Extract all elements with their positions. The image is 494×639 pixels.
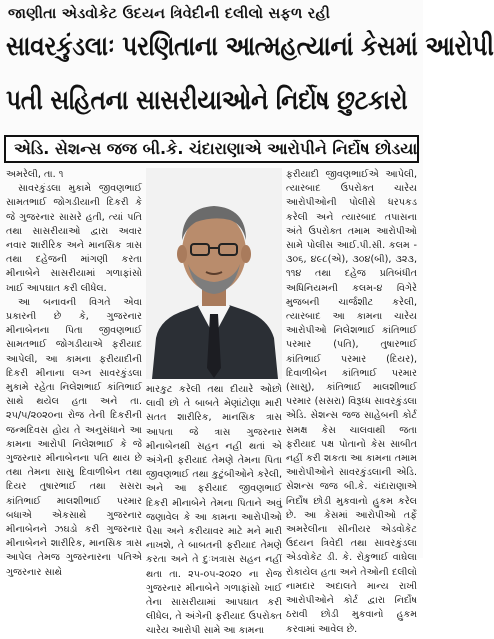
portrait-photo-icon [146, 168, 282, 379]
right-ear [241, 245, 251, 263]
article-column-2 [146, 383, 282, 637]
left-ear [177, 245, 187, 263]
article-column-1 [6, 168, 142, 578]
paragraph: ફરીયાદી જીવણભાઈએ આપેલી, ત્યારબાદ ઉપરોક્ત ચારેય આરોપીઓની પોલીસે ધરપકડ કરેલી અને ત્યારબાદ તપાસના અંતે ઉપરોક્ત તમામ આરોપીઓ સામે પોલીસ આઈ.પી.સી. કલમ - ૩૦૬, ૪૯૮(એ), ૩૦૪(બી), ૩૨૩, ૧૧૪ તથા દહેજ પ્રતિબંધીત અધિનિયમની કલમ-૪ વિગેરે મુજબની ચાર્જશીટ કરેલી, ત્યારબાદ આ કામના ચારેય આરોપીઓ નિલેશભાઈ કાંતિભાઈ પરમાર (પતિ), તુષારભાઈ કાંતિભાઈ પરમાર (દિયર), દિવાળીબેન કાંતિભાઈ પરમાર (સાસુ), કાંતિભાઈ માલશીભાઈ પરમાર (સસરા) વિરૂધ્ધ સાવરકુંડલા એડિ. સેશન્સ જજ સાહેબની કોર્ટ સમક્ષ કેસ ચાલવાથી જતા ફરીયાદ પક્ષ પોતાનો કેસ સાબીત નહીં કરી શકતા આ કામના તમામ આરોપીઓને સાવરકુંડલાની એડિ. સેશન્સ જજ બી.કે. ચંદારાણાએ નિર્દોષ છોડી મુકવાનો હુકમ કરેલ છે. આ કેસમાં આરોપીઓ તર્ફે અમરેલીના સીનીયર એડવોકેટ ઉદયન ત્રિવેદી તથા સાવરકુંડલા એડવોકેટ ડી. કે. રોકુભાઈ વાઘેલા રોકાયેલ હતા અને તેઓની દલીલો નામદાર અદાલતે માન્ય રાખી આરોપીઓને કોર્ટ દ્વારા નિર્દોષ ઠરાવી છોડી મુકવાનો હુકમ કરવામાં આવેલ છે. [286, 169, 417, 635]
lawyer-portrait-photo [146, 168, 282, 379]
headline-line-1: સાવરકુંડલાઃ પરણિતાના આત્મહત્યાનાં કેસમાં આરોપી [6, 31, 494, 62]
dateline: અમરેલી, તા. ૧ [6, 169, 64, 180]
subheadline-box: એડિ. સેશન્સ જજ બી.કે. ચંદારાણાએ આરોપીને નિર્દોષ છોડયા [4, 135, 419, 163]
article-column-3 [286, 168, 417, 635]
paragraph: સાવરકુંડલા મુકામે જીવણભાઈ સામતભાઈ જોગડીયાની દિકરી કે જે ગુજરનાર સાસરે હતી, ત્યાં પતિ તથા સાસરીયાઓ દ્વારા અવાર નવાર શારીરિક અને માનસિક ત્રાસ તથા દહેજની માંગણી કરતા મીનાબેને સાસરીયામાં ગળાફાંસો ખાઈ આપઘાત કરી લીધેલ. [6, 183, 142, 294]
kicker-line: જાણીતા એડવોકેટ ઉદયન ત્રિવેદીની દલીલો સફળ રહી [8, 6, 331, 22]
headline-line-2: પતી સહિતના સાસરીયાઓને નિર્દોષ છુટકારો [6, 85, 408, 116]
paragraph: આ બનાવની વિગતે એવા પ્રકારની છે કે, ગુજરનાર મીનાબેનના પિતા જીવણભાઈ સામતભાઈ જોગડીયાએ ફરીયાદ આપેલી, આ કામના ફરીયાદીની દિકરી મીનાના લગ્ન સાવરકુંડલા મુકામે રહેતા નિલેશભાઈ કાંતિભાઈ સાથે થયેલ હતા અને તા. ૨૫/૫/૨૦૨૦ના રોજ તેની દિકરીની જન્મદિવસ હોય તે અનુસંધાને આ કામના આરોપી નિલેશભાઈ કે જે ગુજરનાર મીનાબેનના પતિ થાય છે તથા તેમના સાસુ દિવાળીબેન તથા દિયર તુષારભાઈ તથા સસરા કાંતિભાઈ માલશીભાઈ પરમાર બધાએ એકસાથે ગુજરનાર મીનાબેનને ઝઘડો કરી ગુજરનાર મીનાબેનને શારીરિક, માનસિક ત્રાસ આપેલ તેમજ ગુજરનારના પતિએ ગુજરનાર સાથે [6, 296, 142, 578]
paragraph: મારકુટ કરેલી તથા દીયારે ઓછો લાવી છો તે બાબતે મેણાંટોણા મારી સતત શારીરિક, માનસિક ત્રાસ આપતા જે ત્રાસ ગુજરનાર મીનાબેનથી સહન નહી થતાં એ અંગેની ફરીયાદ તેમણે તેમના પિતા જીવણભાઈ તથા કુટુંબીઓને કરેલી, અને આ ફરીયાદ જીવણભાઈ દિકરી મીનાબેને તેમના પિતાને અવું જણાવેલ કે આ કામના આરોપીઓ પૈસા અને કરીયાવર માટે મને મારી નાખશે, તે બાબતની ફરીયાદ તેમણે કરતા અને તે દુઃખત્રાસ સહન નહીં થતા તા. ૨૫-૦૫-૨૦૨૦ ના રોજ ગુજરનાર મીનાબેને ગળાફાંસો ખાઈ તેના સાસરીયામાં આપઘાત કરી લીધેલ, તે અંગેની ફરીયાદ ઉપરોક્ત ચારેય આરોપી સામે આ કામના [146, 384, 282, 637]
